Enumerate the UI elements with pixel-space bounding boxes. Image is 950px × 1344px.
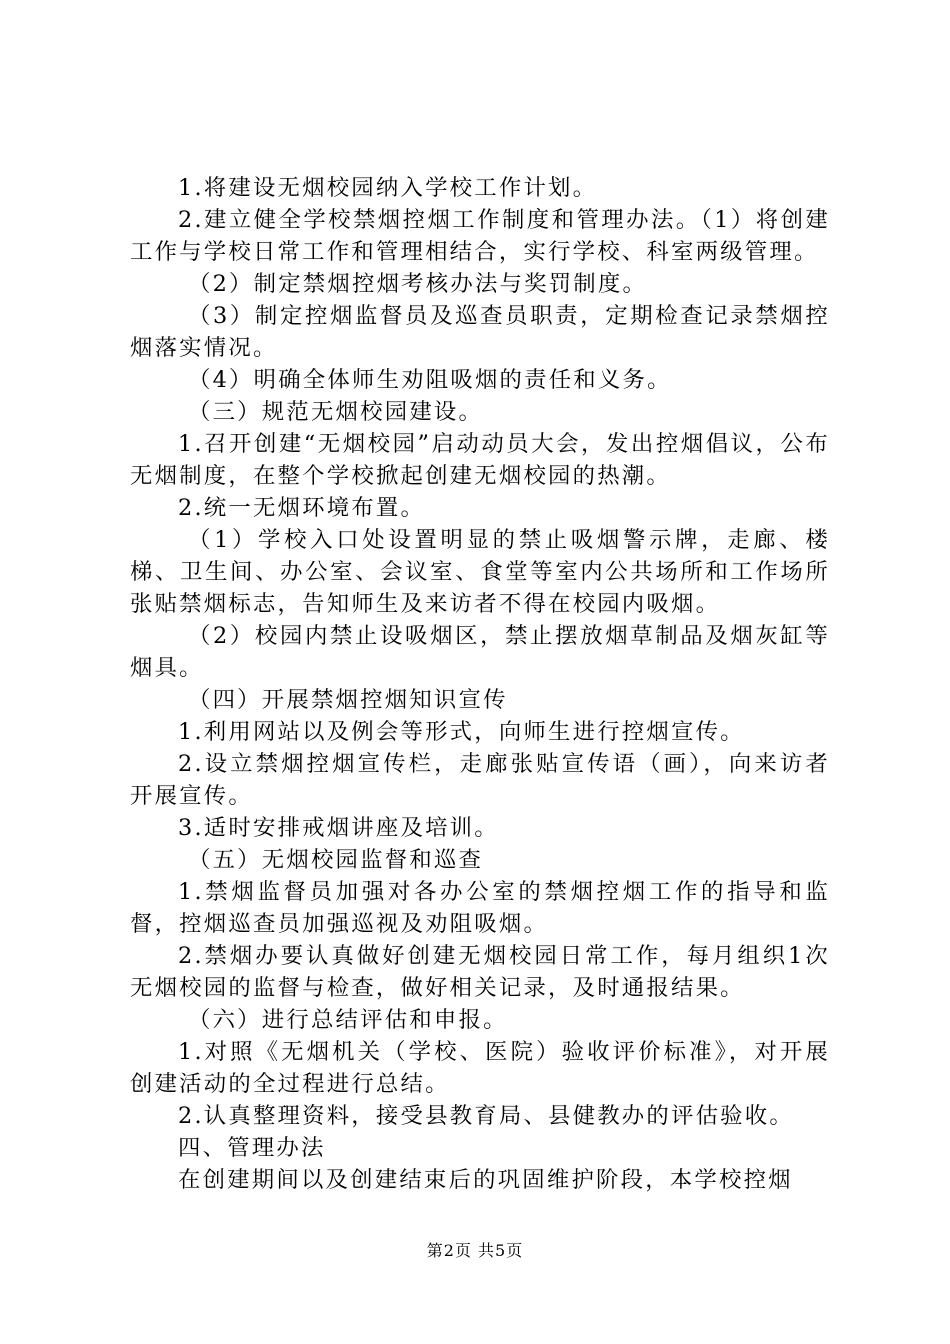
paragraph: （4）明确全体师生劝阻吸烟的责任和义务。 <box>188 367 672 393</box>
document-body <box>130 172 830 1196</box>
paragraph: （2）校园内禁止设吸烟区，禁止摆放烟草制品及烟灰缸等烟具。 <box>130 623 830 681</box>
paragraph: 2.建立健全学校禁烟控烟工作制度和管理办法。（1）将创建工作与学校日常工作和管理相结合，实行学校、科室两级管理。 <box>130 207 830 265</box>
section-heading: （三）规范无烟校园建设。 <box>188 399 484 425</box>
page-footer: 第2页 共5页 <box>426 1241 524 1260</box>
paragraph: 3.适时安排戒烟讲座及培训。 <box>178 815 499 841</box>
paragraph: 1.禁烟监督员加强对各办公室的禁烟控烟工作的指导和监督，控烟巡查员加强巡视及劝阻吸烟。 <box>130 879 830 937</box>
section-heading: （四）开展禁烟控烟知识宣传 <box>188 687 508 713</box>
paragraph: （3）制定控烟监督员及巡查员职责，定期检查记录禁烟控烟落实情况。 <box>130 303 830 361</box>
paragraph: 1.利用网站以及例会等形式，向师生进行控烟宣传。 <box>178 719 745 745</box>
section-heading: （五）无烟校园监督和巡查 <box>188 847 484 873</box>
paragraph: 2.禁烟办要认真做好创建无烟校园日常工作，每月组织1次无烟校园的监督与检查，做好相关记录，及时通报结果。 <box>130 943 830 1001</box>
paragraph: 2.认真整理资料，接受县教育局、县健教办的评估验收。 <box>178 1103 794 1129</box>
paragraph: （1）学校入口处设置明显的禁止吸烟警示牌，走廊、楼梯、卫生间、办公室、会议室、食堂等室内公共场所和工作场所张贴禁烟标志，告知师生及来访者不得在校园内吸烟。 <box>130 527 830 617</box>
paragraph: 在创建期间以及创建结束后的巩固维护阶段，本学校控烟 <box>178 1167 793 1193</box>
paragraph: 2.统一无烟环境布置。 <box>178 495 426 521</box>
paragraph: 2.设立禁烟控烟宣传栏，走廊张贴宣传语（画），向来访者开展宣传。 <box>130 751 830 809</box>
section-heading: 四、管理办法 <box>178 1135 326 1161</box>
paragraph: （2）制定禁烟控烟考核办法与奖罚制度。 <box>188 271 648 297</box>
section-heading: （六）进行总结评估和申报。 <box>188 1007 508 1033</box>
paragraph: 1.将建设无烟校园纳入学校工作计划。 <box>178 175 598 201</box>
paragraph: 1.对照《无烟机关（学校、医院）验收评价标准》，对开展创建活动的全过程进行总结。 <box>130 1039 830 1097</box>
paragraph: 1.召开创建“无烟校园”启动动员大会，发出控烟倡议，公布无烟制度，在整个学校掀起创建无烟校园的热潮。 <box>130 431 830 489</box>
